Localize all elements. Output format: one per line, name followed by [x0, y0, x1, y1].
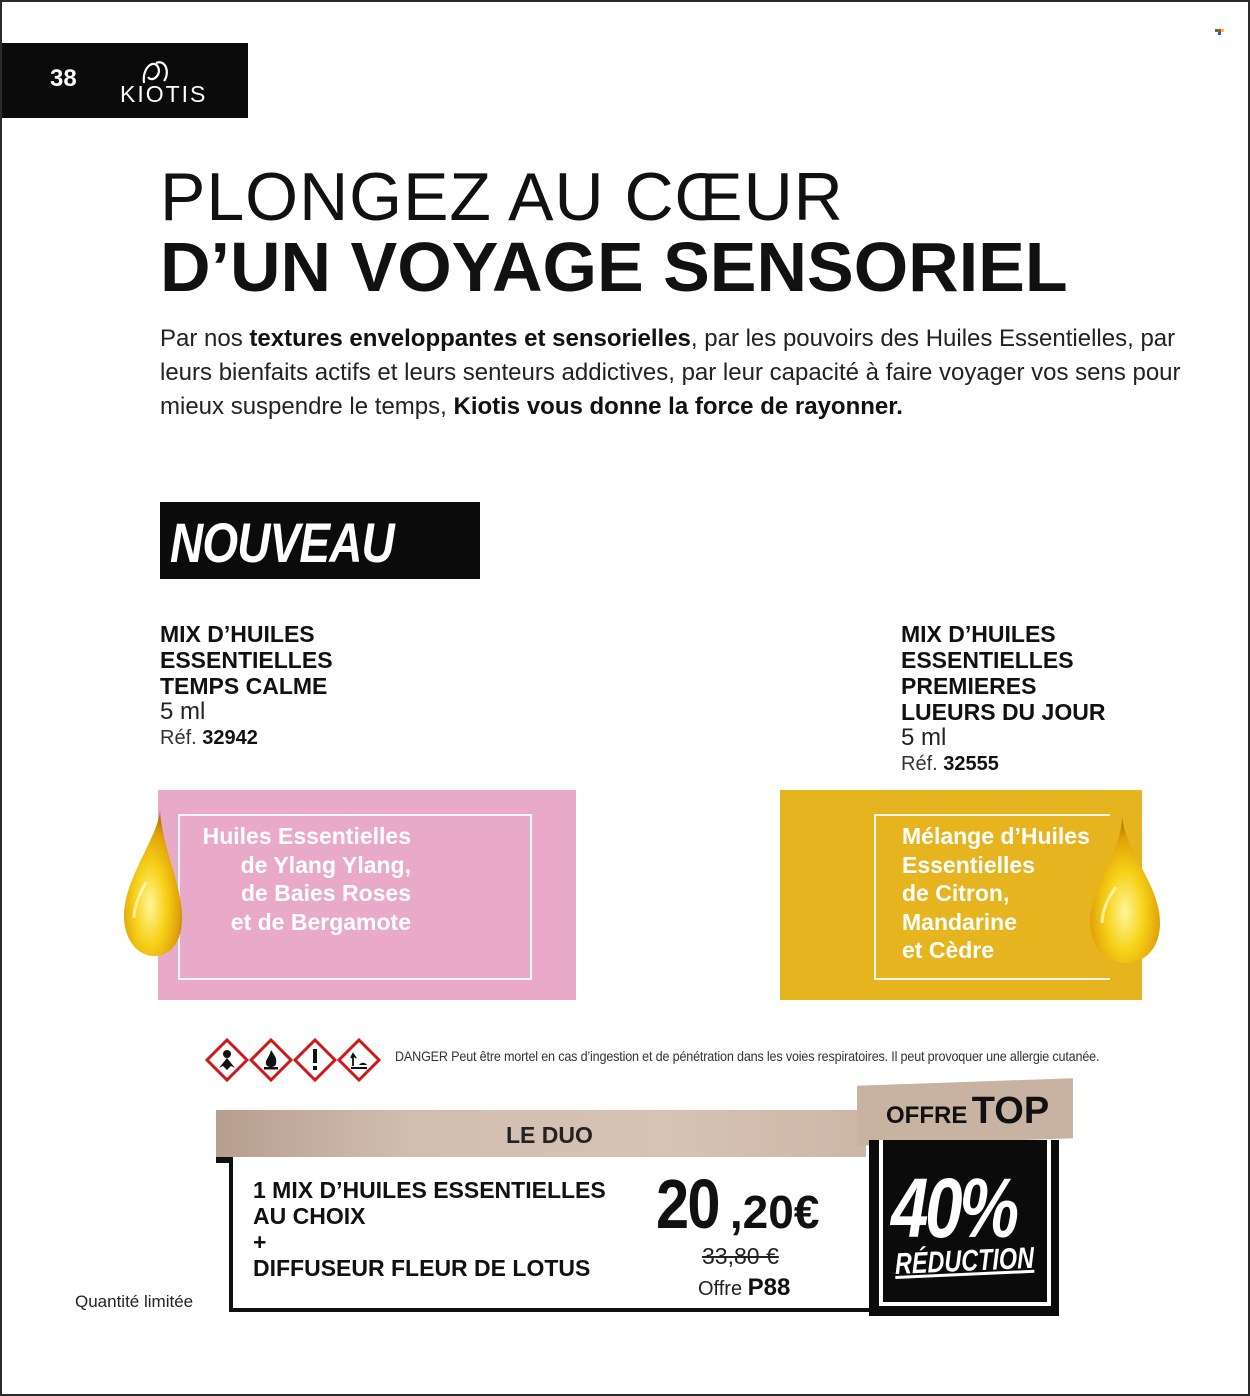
- product-name-line: TEMPS CALME: [160, 673, 328, 699]
- offer-code: [698, 1274, 790, 1302]
- color-marker-icon: [1215, 27, 1225, 37]
- product-premieres-lueurs: [901, 621, 1201, 777]
- duo-item: 1 MIX D’HUILES ESSENTIELLES: [253, 1177, 606, 1203]
- label-line: Mélange d’Huiles: [902, 823, 1090, 849]
- product-name-line: ESSENTIELLES: [901, 647, 1074, 673]
- ref-number: 32942: [202, 727, 258, 749]
- offre-top-big: TOP: [971, 1090, 1050, 1132]
- ref-label: Réf.: [160, 727, 197, 749]
- label-text: [178, 822, 411, 936]
- label-line: Huiles Essentielles: [202, 823, 411, 849]
- brand-name: KIOTIS: [120, 81, 208, 107]
- product-ref: [160, 725, 480, 751]
- intro-text-2: , par les pouvoirs des Huiles Essentielles, par leurs bienfaits actifs et leurs senteurs addictives, par leur capacité à faire voyager vos sens pour mieux suspendre le temps,: [160, 325, 1181, 420]
- duo-items: [253, 1177, 606, 1281]
- product-name-line: PREMIERES: [901, 673, 1037, 699]
- intro-bold-2: Kiotis vous donne la force de rayonner.: [453, 393, 903, 420]
- label-line: et Cèdre: [902, 937, 995, 963]
- product-size: 5 ml: [901, 724, 947, 751]
- discount-label: RÉDUCTION: [894, 1241, 1035, 1281]
- price-decimal: ,20€: [729, 1186, 820, 1238]
- limited-quantity-note: Quantité limitée: [75, 1292, 194, 1311]
- page-number: 38: [50, 65, 77, 92]
- price-integer: 20: [656, 1165, 719, 1243]
- duo-item: +: [253, 1229, 267, 1255]
- brand-bar: [2, 43, 248, 118]
- offre-top-label: [886, 1090, 1049, 1133]
- intro-paragraph: [160, 322, 1220, 424]
- exclamation-icon: [293, 1038, 337, 1082]
- ref-number: 32555: [943, 753, 999, 775]
- offre-top-small: OFFRE: [886, 1102, 968, 1129]
- product-name-line: MIX D’HUILES: [160, 621, 315, 647]
- product-name-line: MIX D’HUILES: [901, 621, 1056, 647]
- danger-text: DANGER Peut être mortel en cas d’ingestion et de pénétration dans les voies respiratoires. Il peut provoquer une allergie cutanée.: [395, 1048, 1100, 1064]
- headline-line-1: PLONGEZ AU CŒUR: [160, 159, 844, 235]
- old-price: 33,80 €: [702, 1243, 779, 1269]
- label-card-pink: [158, 790, 576, 1000]
- nouveau-badge: [160, 502, 480, 579]
- duo-item: AU CHOIX: [253, 1203, 366, 1229]
- product-temps-calme: [160, 621, 480, 751]
- environment-icon: [337, 1038, 381, 1082]
- hazard-pictograms: [205, 1038, 381, 1082]
- product-name-line: LUEURS DU JOUR: [901, 699, 1106, 725]
- intro-bold-1: textures enveloppantes et sensorielles: [249, 325, 691, 352]
- brand-logo: [114, 53, 214, 111]
- label-line: de Ylang Ylang,: [240, 851, 411, 878]
- offer-code-value: P88: [747, 1274, 791, 1301]
- duo-item: DIFFUSEUR FLEUR DE LOTUS: [253, 1255, 591, 1281]
- label-line: Essentielles: [902, 851, 1035, 878]
- nouveau-label: NOUVEAU: [170, 511, 394, 574]
- oil-drop-icon: [1086, 815, 1164, 965]
- label-line: et de Bergamote: [230, 908, 411, 935]
- label-line: Mandarine: [902, 908, 1018, 935]
- health-hazard-icon: [205, 1038, 249, 1082]
- offer-label: Offre: [698, 1278, 743, 1300]
- ref-label: Réf.: [901, 753, 938, 775]
- product-name-line: ESSENTIELLES: [160, 647, 333, 673]
- label-line: de Citron,: [902, 880, 1010, 906]
- duo-title: LE DUO: [506, 1122, 593, 1148]
- headline-line-2: D’UN VOYAGE SENSORIEL: [160, 228, 1068, 306]
- flame-icon: [249, 1038, 293, 1082]
- label-line: de Baies Roses: [240, 880, 411, 906]
- intro-text-1: Par nos: [160, 325, 250, 352]
- discount-box: [869, 1140, 1059, 1316]
- discount-percent: 40%: [891, 1161, 1016, 1255]
- duo-header: [216, 1110, 866, 1158]
- product-size: 5 ml: [160, 698, 206, 725]
- oil-drop-icon: [120, 808, 186, 958]
- product-ref: [901, 751, 1201, 777]
- duo-price: [656, 1164, 819, 1244]
